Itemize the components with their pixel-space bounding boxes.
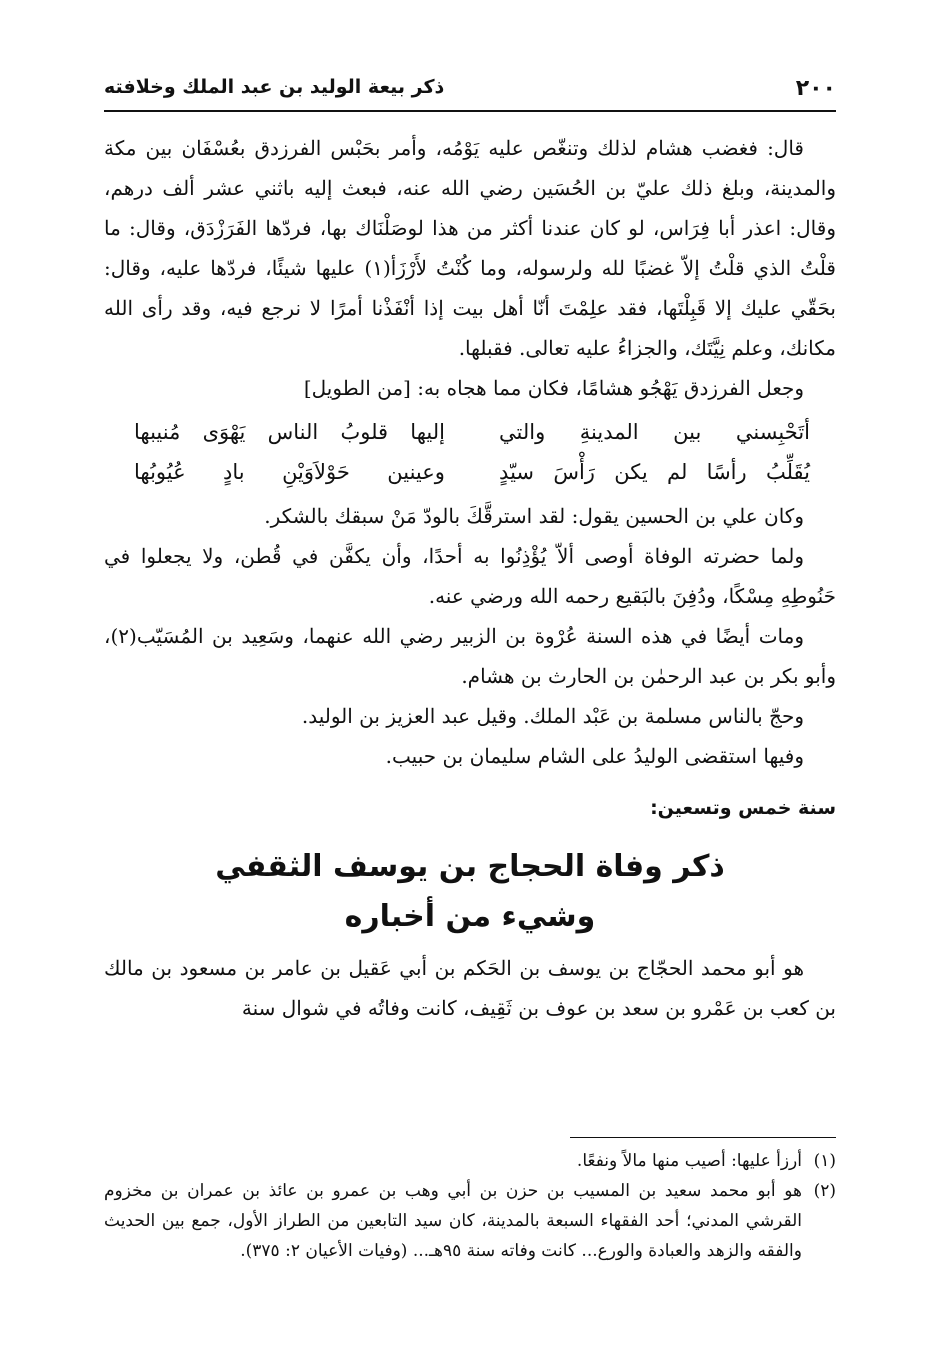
book-page (104, 0, 836, 1368)
paragraph: ولما حضرته الوفاة أوصى ألاّ يُؤْذِنُوا به أحدًا، وأن يكفَّن في قُطن، ولا يجعلوا في حَنُوطِهِ مِسْكًا، ودُفِنَ بالبَقيع رحمه الله ورضي عنه. (104, 544, 836, 608)
footnote-text: هو أبو محمد سعيد بن المسيب بن حزن بن أبي وهب بن عمرو بن عائذ بن عمران بن مخزوم القرشي المدني؛ أحد الفقهاء السبعة بالمدينة، كان سيد التابعين من الطراز الأول، جمع بين الحديث والفقه والزهد والعبادة والورع... كانت وفاته سنة ٩٥هـ... (وفيات الأعيان ٢: ٣٧٥). (104, 1181, 802, 1261)
chapter-heading-line: وشيء من أخباره (344, 899, 596, 934)
page-number: ٢٠٠ (795, 76, 836, 101)
year-heading: سنة خمس وتسعين: (650, 797, 836, 819)
paragraph: وفيها استقضى الوليدُ على الشام سليمان بن حبيب. (385, 744, 804, 768)
footnote (104, 1146, 836, 1176)
footnote-number: (٢) (813, 1181, 836, 1201)
verse-second-hemistich: إليها قلوبُ الناس يَهْوَى مُنيبها (134, 420, 445, 444)
paragraph: قال: فغضب هشام لذلك وتنغّص عليه يَوْمُه، وأمر بحَبْس الفرزدق بعُسْفَان بين مكة والمدينة، وبلغ ذلك عليّ بن الحُسَين رضي الله عنه، فبعث إليه باثني عشر ألف درهم، وقال: اعذر أبا فِرَاس، لو كان عندنا أكثر من هذا لوصَلْنَاك بها، فردّها الفَرَزْدَق، وقال: ما قلْتُ الذي قلْتُ إلاّ غضبًا لله ولرسوله، وما كُنْتُ لأَرْزَأ(١) عليها شيئًا، فردّها عليه، وقال: بحَقّي عليك إلا قَبِلْتَها، فقد علِمْتَ أنّا أهل بيت إذا أنْفَذْنا أمرًا لا نرجع فيه، وقد رأى الله مكانك، وعلم نِيَّتَك، والجزاءُ عليه تعالى. فقبلها. (104, 136, 836, 360)
paragraph: وكان علي بن الحسين يقول: لقد استرقَّكَ بالودّ مَنْ سبقك بالشكر. (264, 504, 804, 528)
footnote-text: أرزأ عليها: أصيب منها مالاً ونفعًا. (576, 1151, 802, 1171)
paragraph: وجعل الفرزدق يَهْجُو هشامًا، فكان مما هجاه به: [من الطويل] (303, 376, 804, 400)
poem-verse (104, 452, 836, 492)
poem-verse (104, 412, 836, 452)
chapter-heading-line: ذكر وفاة الحجاج بن يوسف الثقفي (215, 849, 725, 884)
main-text (104, 128, 836, 1028)
footnotes (104, 1146, 836, 1266)
footnote-number: (١) (813, 1151, 836, 1171)
paragraph: ومات أيضًا في هذه السنة عُرْوة بن الزبير رضي الله عنهما، وسَعِيد بن المُسَيّب(٢)، وأبو بكر بن عبد الرحمٰن بن الحارث بن هشام. (104, 624, 836, 688)
poem (104, 412, 836, 492)
running-header (104, 70, 836, 112)
chapter-heading (104, 842, 836, 942)
footnote-divider (570, 1137, 836, 1138)
verse-first-hemistich: يُقَلِّبُ رأسًا لم يكن رَأْسَ سيّدٍ (499, 460, 810, 484)
paragraph: وحجّ بالناس مسلمة بن عَبْد الملك. وقيل عبد العزيز بن الوليد. (301, 704, 804, 728)
verse-second-hemistich: وعينين حَوْلاَوَيْنِ بادٍ عُيُوبُها (134, 460, 445, 484)
footnote (104, 1176, 836, 1266)
verse-first-hemistich: أتَحْبِسني بين المدينةِ والتي (499, 420, 810, 444)
paragraph: هو أبو محمد الحجّاج بن يوسف بن الحَكم بن أبي عَقيل بن عامر بن مسعود بن مالك بن كعب بن عَمْرو بن سعد بن عوف بن ثَقِيف، كانت وفاتُه في شوال سنة (104, 956, 836, 1020)
running-title: ذكر بيعة الوليد بن عبد الملك وخلافته (104, 76, 445, 98)
